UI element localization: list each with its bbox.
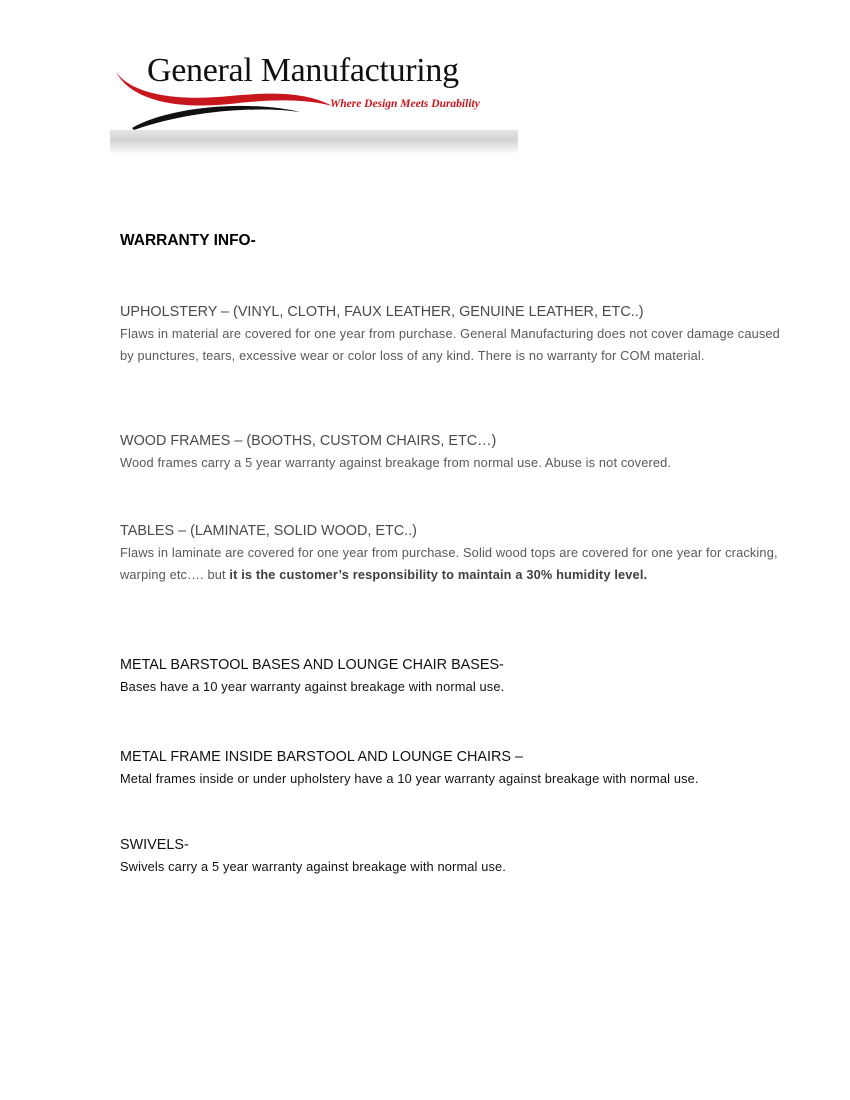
section-metal-frames (120, 746, 780, 790)
page-title: WARRANTY INFO- (120, 232, 256, 249)
logo-shadow-bar (110, 130, 518, 154)
section-body: Bases have a 10 year warranty against breakage with normal use. (120, 679, 505, 694)
section-body-text: Flaws in laminate are covered for one year from purchase. Solid wood tops are covered for one year for cracking, warping etc…. but (120, 545, 778, 582)
section-body: Flaws in material are covered for one year from purchase. General Manufacturing does not cover damage caused by punctures, tears, excessive wear or color loss of any kind. There is no warranty for COM material. (120, 326, 780, 363)
logo-company-name: General Manufacturing (147, 52, 459, 89)
section-body: Metal frames inside or under upholstery have a 10 year warranty against breakage with normal use. (120, 771, 699, 786)
section-body: Swivels carry a 5 year warranty against breakage with normal use. (120, 859, 507, 874)
section-body: Wood frames carry a 5 year warranty against breakage from normal use. Abuse is not covered. (120, 455, 672, 470)
section-heading: METAL FRAME INSIDE BARSTOOL AND LOUNGE CHAIRS – (120, 749, 524, 765)
section-tables (120, 520, 780, 585)
humidity-notice: it is the customer’s responsibility to maintain a 30% humidity level. (229, 566, 648, 582)
section-heading: SWIVELS- (120, 837, 189, 853)
section-heading: WOOD FRAMES – (BOOTHS, CUSTOM CHAIRS, ETC…) (120, 433, 497, 449)
section-swivels (120, 834, 780, 878)
section-wood-frames (120, 430, 780, 474)
section-heading: TABLES – (LAMINATE, SOLID WOOD, ETC..) (120, 523, 417, 539)
section-metal-bases (120, 654, 780, 698)
company-logo (110, 50, 518, 154)
logo-tagline: Where Design Meets Durability (330, 98, 480, 110)
section-body (120, 542, 780, 585)
section-upholstery (120, 301, 780, 366)
section-heading: METAL BARSTOOL BASES AND LOUNGE CHAIR BASES- (120, 657, 504, 673)
section-heading: UPHOLSTERY – (VINYL, CLOTH, FAUX LEATHER, GENUINE LEATHER, ETC..) (120, 304, 644, 320)
